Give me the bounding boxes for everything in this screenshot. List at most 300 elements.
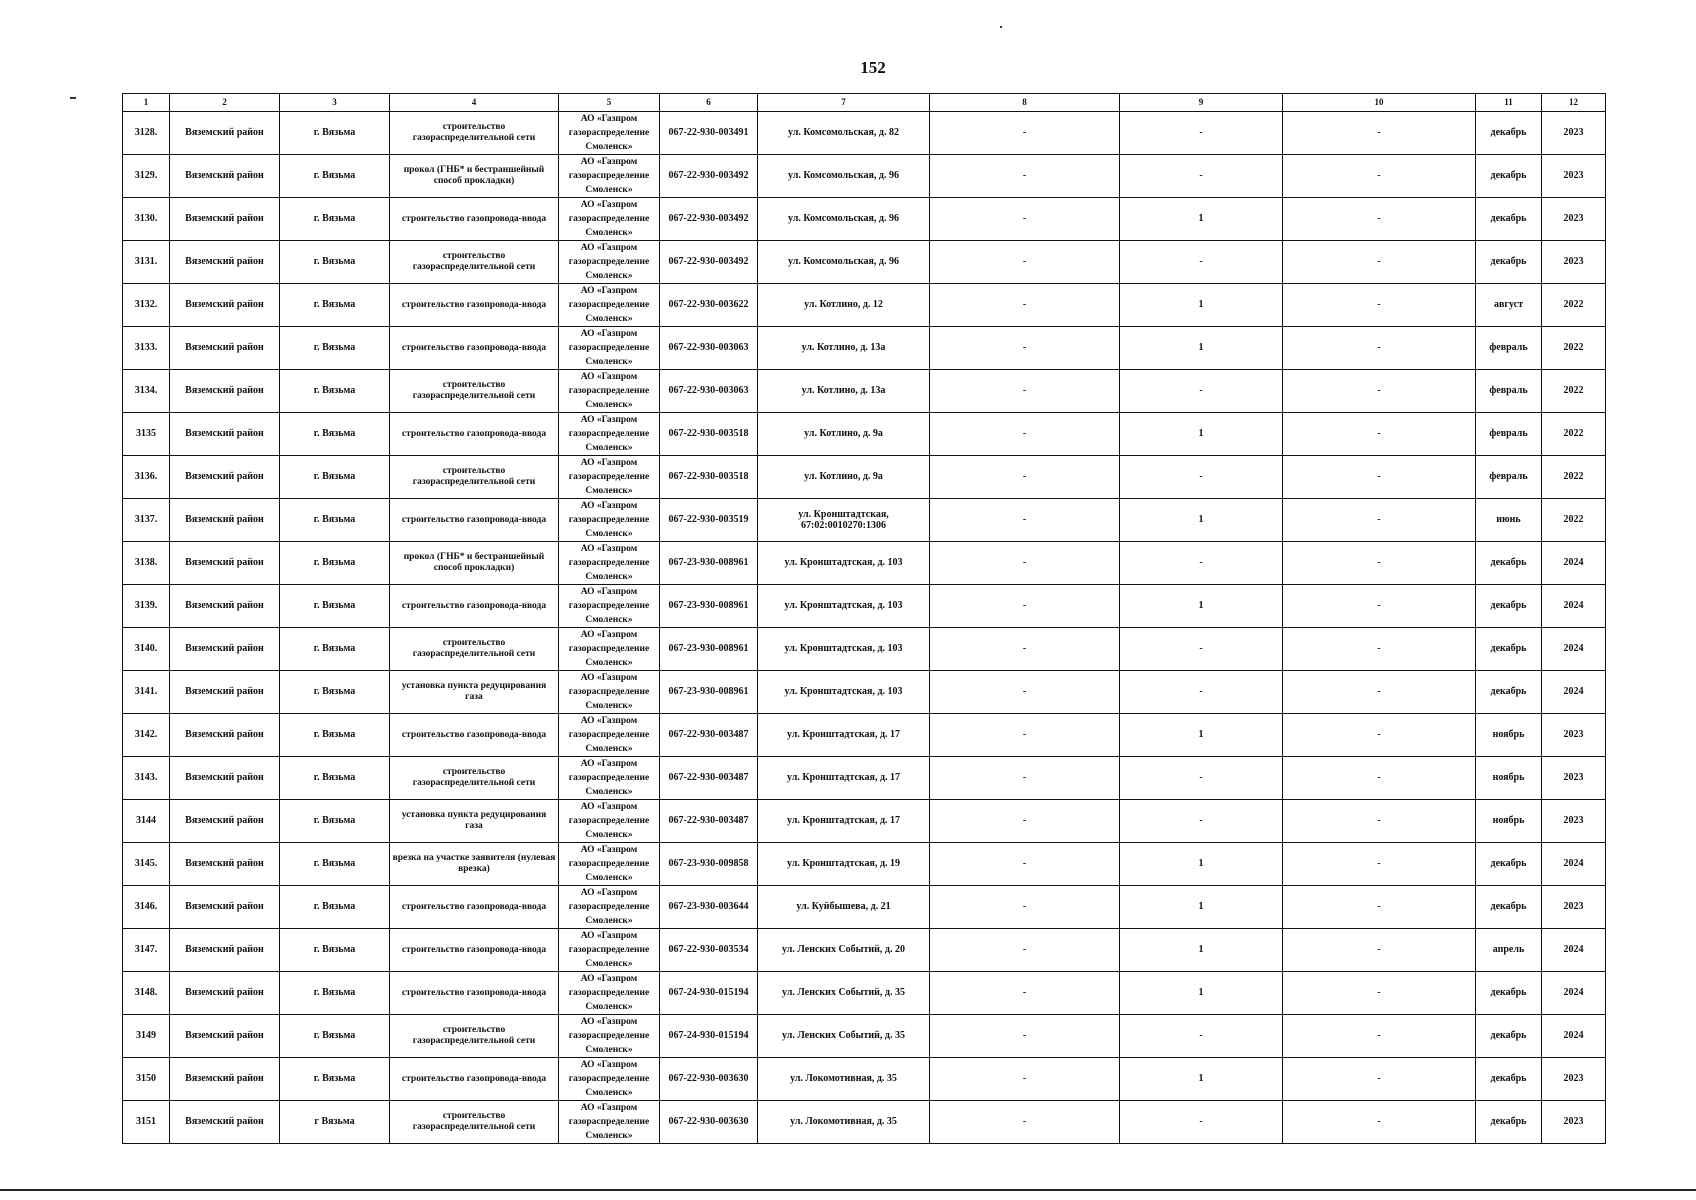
cell-year: 2023: [1542, 198, 1606, 241]
cell-month: ноябрь: [1476, 714, 1542, 757]
cell-organization: АО «Газпром газораспределение Смоленск»: [559, 714, 660, 757]
cell-value-col-10: -: [1283, 155, 1476, 198]
cell-application-number: 067-22-930-003063: [660, 370, 758, 413]
cell-value-col-10: -: [1283, 284, 1476, 327]
cell-month: ноябрь: [1476, 757, 1542, 800]
cell-address: ул. Котлино, д. 9а: [758, 413, 930, 456]
cell-organization: АО «Газпром газораспределение Смоленск»: [559, 628, 660, 671]
cell-work-type: врезка на участке заявителя (нулевая врезка): [390, 843, 559, 886]
cell-application-number: 067-22-930-003534: [660, 929, 758, 972]
cell-work-type: строительство газораспределительной сети: [390, 370, 559, 413]
cell-application-number: 067-22-930-003492: [660, 155, 758, 198]
cell-district: Вяземский район: [170, 112, 280, 155]
table-row: [123, 155, 1606, 198]
page-number: 152: [860, 58, 886, 77]
table-row: [123, 714, 1606, 757]
cell-year: 2023: [1542, 757, 1606, 800]
cell-month: февраль: [1476, 413, 1542, 456]
cell-application-number: 067-23-930-003644: [660, 886, 758, 929]
cell-district: Вяземский район: [170, 843, 280, 886]
cell-value-col-10: -: [1283, 929, 1476, 972]
cell-organization: АО «Газпром газораспределение Смоленск»: [559, 112, 660, 155]
cell-row-number: 3148.: [123, 972, 170, 1015]
cell-value-col-9: 1: [1120, 198, 1283, 241]
cell-settlement: г. Вязьма: [280, 284, 390, 327]
cell-value-col-9: -: [1120, 671, 1283, 714]
table-row: [123, 757, 1606, 800]
cell-settlement: г. Вязьма: [280, 843, 390, 886]
cell-work-type: строительство газораспределительной сети: [390, 628, 559, 671]
cell-row-number: 3142.: [123, 714, 170, 757]
cell-year: 2023: [1542, 112, 1606, 155]
cell-value-col-9: 1: [1120, 284, 1283, 327]
cell-month: апрель: [1476, 929, 1542, 972]
cell-address: ул. Куйбышева, д. 21: [758, 886, 930, 929]
cell-address: ул. Комсомольская, д. 82: [758, 112, 930, 155]
cell-address: ул. Кронштадтская, д. 103: [758, 585, 930, 628]
cell-value-col-10: -: [1283, 1015, 1476, 1058]
cell-value-col-9: 1: [1120, 929, 1283, 972]
cell-application-number: 067-22-930-003630: [660, 1058, 758, 1101]
cell-month: декабрь: [1476, 198, 1542, 241]
cell-year: 2022: [1542, 284, 1606, 327]
cell-address: ул. Кронштадтская, д. 17: [758, 757, 930, 800]
cell-value-col-10: -: [1283, 1101, 1476, 1144]
cell-settlement: г. Вязьма: [280, 585, 390, 628]
cell-organization: АО «Газпром газораспределение Смоленск»: [559, 284, 660, 327]
column-header: 3: [280, 94, 390, 112]
cell-address: ул. Комсомольская, д. 96: [758, 198, 930, 241]
cell-year: 2024: [1542, 671, 1606, 714]
table-row: [123, 1101, 1606, 1144]
table-row: [123, 370, 1606, 413]
cell-application-number: 067-22-930-003487: [660, 714, 758, 757]
cell-value-col-9: 1: [1120, 1058, 1283, 1101]
cell-address: ул. Локомотивная, д. 35: [758, 1058, 930, 1101]
cell-month: декабрь: [1476, 886, 1542, 929]
cell-organization: АО «Газпром газораспределение Смоленск»: [559, 1058, 660, 1101]
cell-year: 2024: [1542, 585, 1606, 628]
cell-application-number: 067-22-930-003519: [660, 499, 758, 542]
cell-work-type: строительство газораспределительной сети: [390, 241, 559, 284]
cell-value-col-8: -: [930, 198, 1120, 241]
cell-value-col-10: -: [1283, 628, 1476, 671]
cell-settlement: г. Вязьма: [280, 714, 390, 757]
cell-work-type: строительство газораспределительной сети: [390, 112, 559, 155]
cell-value-col-9: -: [1120, 155, 1283, 198]
cell-value-col-10: -: [1283, 1058, 1476, 1101]
cell-work-type: установка пункта редуцирования газа: [390, 800, 559, 843]
cell-value-col-9: -: [1120, 757, 1283, 800]
cell-work-type: строительство газораспределительной сети: [390, 1015, 559, 1058]
cell-work-type: строительство газопровода-ввода: [390, 972, 559, 1015]
cell-value-col-10: -: [1283, 585, 1476, 628]
cell-application-number: 067-22-930-003492: [660, 198, 758, 241]
cell-row-number: 3130.: [123, 198, 170, 241]
cell-year: 2022: [1542, 370, 1606, 413]
cell-district: Вяземский район: [170, 585, 280, 628]
cell-value-col-8: -: [930, 800, 1120, 843]
cell-settlement: г. Вязьма: [280, 155, 390, 198]
cell-work-type: строительство газораспределительной сети: [390, 1101, 559, 1144]
cell-year: 2023: [1542, 800, 1606, 843]
cell-row-number: 3129.: [123, 155, 170, 198]
cell-row-number: 3137.: [123, 499, 170, 542]
cell-district: Вяземский район: [170, 499, 280, 542]
cell-value-col-10: -: [1283, 370, 1476, 413]
cell-settlement: г. Вязьма: [280, 327, 390, 370]
cell-value-col-10: -: [1283, 671, 1476, 714]
cell-address: ул. Кронштадтская, д. 17: [758, 714, 930, 757]
cell-row-number: 3139.: [123, 585, 170, 628]
cell-value-col-8: -: [930, 628, 1120, 671]
cell-application-number: 067-22-930-003063: [660, 327, 758, 370]
cell-work-type: строительство газопровода-ввода: [390, 499, 559, 542]
cell-work-type: строительство газораспределительной сети: [390, 456, 559, 499]
cell-settlement: г. Вязьма: [280, 886, 390, 929]
cell-application-number: 067-22-930-003491: [660, 112, 758, 155]
cell-organization: АО «Газпром газораспределение Смоленск»: [559, 972, 660, 1015]
column-header: 9: [1120, 94, 1283, 112]
table-row: [123, 198, 1606, 241]
cell-row-number: 3132.: [123, 284, 170, 327]
cell-month: декабрь: [1476, 1101, 1542, 1144]
cell-month: декабрь: [1476, 671, 1542, 714]
cell-value-col-10: -: [1283, 843, 1476, 886]
cell-year: 2024: [1542, 972, 1606, 1015]
cell-value-col-10: -: [1283, 886, 1476, 929]
cell-value-col-10: -: [1283, 757, 1476, 800]
cell-organization: АО «Газпром газораспределение Смоленск»: [559, 671, 660, 714]
cell-value-col-9: -: [1120, 241, 1283, 284]
cell-address: ул. Котлино, д. 9а: [758, 456, 930, 499]
cell-value-col-10: -: [1283, 972, 1476, 1015]
cell-value-col-8: -: [930, 456, 1120, 499]
cell-value-col-10: -: [1283, 800, 1476, 843]
cell-year: 2024: [1542, 843, 1606, 886]
cell-value-col-9: 1: [1120, 585, 1283, 628]
cell-organization: АО «Газпром газораспределение Смоленск»: [559, 327, 660, 370]
cell-application-number: 067-22-930-003492: [660, 241, 758, 284]
cell-month: ноябрь: [1476, 800, 1542, 843]
table-row: [123, 585, 1606, 628]
cell-row-number: 3128.: [123, 112, 170, 155]
cell-settlement: г. Вязьма: [280, 198, 390, 241]
cell-row-number: 3145.: [123, 843, 170, 886]
cell-district: Вяземский район: [170, 327, 280, 370]
cell-month: декабрь: [1476, 1015, 1542, 1058]
cell-month: июнь: [1476, 499, 1542, 542]
cell-address: ул. Ленских Событий, д. 35: [758, 972, 930, 1015]
cell-address: ул. Кронштадтская, д. 19: [758, 843, 930, 886]
cell-application-number: 067-23-930-008961: [660, 542, 758, 585]
cell-work-type: строительство газопровода-ввода: [390, 929, 559, 972]
cell-value-col-9: -: [1120, 456, 1283, 499]
cell-settlement: г. Вязьма: [280, 370, 390, 413]
cell-work-type: строительство газопровода-ввода: [390, 585, 559, 628]
cell-value-col-9: 1: [1120, 843, 1283, 886]
cell-work-type: строительство газопровода-ввода: [390, 327, 559, 370]
cell-organization: АО «Газпром газораспределение Смоленск»: [559, 198, 660, 241]
cell-month: август: [1476, 284, 1542, 327]
table-row: [123, 886, 1606, 929]
cell-year: 2023: [1542, 714, 1606, 757]
cell-value-col-8: -: [930, 284, 1120, 327]
cell-application-number: 067-23-930-008961: [660, 671, 758, 714]
cell-settlement: г. Вязьма: [280, 112, 390, 155]
cell-work-type: строительство газопровода-ввода: [390, 714, 559, 757]
cell-organization: АО «Газпром газораспределение Смоленск»: [559, 929, 660, 972]
cell-year: 2022: [1542, 413, 1606, 456]
cell-year: 2023: [1542, 1101, 1606, 1144]
cell-address: ул. Ленских Событий, д. 35: [758, 1015, 930, 1058]
cell-year: 2022: [1542, 456, 1606, 499]
cell-application-number: 067-23-930-009858: [660, 843, 758, 886]
cell-organization: АО «Газпром газораспределение Смоленск»: [559, 886, 660, 929]
cell-month: декабрь: [1476, 972, 1542, 1015]
cell-value-col-8: -: [930, 843, 1120, 886]
cell-application-number: 067-22-930-003518: [660, 456, 758, 499]
cell-value-col-9: -: [1120, 1101, 1283, 1144]
column-header: 11: [1476, 94, 1542, 112]
cell-organization: АО «Газпром газораспределение Смоленск»: [559, 370, 660, 413]
cell-settlement: г. Вязьма: [280, 1058, 390, 1101]
cell-work-type: строительство газопровода-ввода: [390, 1058, 559, 1101]
cell-district: Вяземский район: [170, 1015, 280, 1058]
cell-settlement: г. Вязьма: [280, 1015, 390, 1058]
cell-district: Вяземский район: [170, 155, 280, 198]
cell-value-col-8: -: [930, 1058, 1120, 1101]
cell-district: Вяземский район: [170, 929, 280, 972]
cell-value-col-8: -: [930, 327, 1120, 370]
cell-application-number: 067-22-930-003622: [660, 284, 758, 327]
cell-value-col-8: -: [930, 1101, 1120, 1144]
cell-value-col-9: -: [1120, 542, 1283, 585]
cell-settlement: г. Вязьма: [280, 456, 390, 499]
cell-work-type: строительство газопровода-ввода: [390, 284, 559, 327]
cell-value-col-10: -: [1283, 542, 1476, 585]
cell-row-number: 3136.: [123, 456, 170, 499]
cell-value-col-10: -: [1283, 112, 1476, 155]
cell-work-type: строительство газораспределительной сети: [390, 757, 559, 800]
cell-organization: АО «Газпром газораспределение Смоленск»: [559, 241, 660, 284]
cell-settlement: г. Вязьма: [280, 241, 390, 284]
table-row: [123, 1058, 1606, 1101]
cell-organization: АО «Газпром газораспределение Смоленск»: [559, 843, 660, 886]
column-header: 1: [123, 94, 170, 112]
page-bottom-rule: [0, 1189, 1696, 1191]
cell-value-col-10: -: [1283, 413, 1476, 456]
cell-organization: АО «Газпром газораспределение Смоленск»: [559, 1101, 660, 1144]
cell-value-col-10: -: [1283, 327, 1476, 370]
cell-value-col-8: -: [930, 241, 1120, 284]
cell-value-col-9: 1: [1120, 972, 1283, 1015]
cell-month: декабрь: [1476, 585, 1542, 628]
cell-district: Вяземский район: [170, 628, 280, 671]
cell-month: февраль: [1476, 327, 1542, 370]
cell-address: ул. Кронштадтская, д. 103: [758, 671, 930, 714]
cell-work-type: строительство газопровода-ввода: [390, 198, 559, 241]
cell-value-col-8: -: [930, 585, 1120, 628]
cell-row-number: 3138.: [123, 542, 170, 585]
cell-row-number: 3151: [123, 1101, 170, 1144]
cell-work-type: прокол (ГНБ* и бестраншейный способ прокладки): [390, 155, 559, 198]
cell-address: ул. Кронштадтская, д. 103: [758, 542, 930, 585]
cell-district: Вяземский район: [170, 1101, 280, 1144]
cell-settlement: г. Вязьма: [280, 628, 390, 671]
cell-organization: АО «Газпром газораспределение Смоленск»: [559, 456, 660, 499]
cell-value-col-8: -: [930, 671, 1120, 714]
cell-value-col-9: -: [1120, 370, 1283, 413]
cell-district: Вяземский район: [170, 800, 280, 843]
column-header: 10: [1283, 94, 1476, 112]
cell-organization: АО «Газпром газораспределение Смоленск»: [559, 1015, 660, 1058]
table-row: [123, 671, 1606, 714]
column-header: 7: [758, 94, 930, 112]
cell-address: ул. Кронштадтская, д. 103: [758, 628, 930, 671]
cell-organization: АО «Газпром газораспределение Смоленск»: [559, 757, 660, 800]
cell-application-number: 067-24-930-015194: [660, 1015, 758, 1058]
cell-settlement: г. Вязьма: [280, 499, 390, 542]
cell-district: Вяземский район: [170, 542, 280, 585]
cell-application-number: 067-23-930-008961: [660, 628, 758, 671]
cell-district: Вяземский район: [170, 456, 280, 499]
cell-row-number: 3150: [123, 1058, 170, 1101]
table-row: [123, 972, 1606, 1015]
cell-district: Вяземский район: [170, 1058, 280, 1101]
table-row: [123, 241, 1606, 284]
cell-application-number: 067-22-930-003487: [660, 800, 758, 843]
column-header: 6: [660, 94, 758, 112]
cell-year: 2024: [1542, 929, 1606, 972]
cell-row-number: 3146.: [123, 886, 170, 929]
cell-organization: АО «Газпром газораспределение Смоленск»: [559, 499, 660, 542]
cell-organization: АО «Газпром газораспределение Смоленск»: [559, 413, 660, 456]
cell-value-col-9: 1: [1120, 413, 1283, 456]
scan-mark: [1000, 26, 1002, 28]
cell-value-col-8: -: [930, 413, 1120, 456]
cell-year: 2022: [1542, 327, 1606, 370]
column-header: 5: [559, 94, 660, 112]
cell-address: ул. Котлино, д. 13а: [758, 327, 930, 370]
cell-district: Вяземский район: [170, 972, 280, 1015]
cell-month: декабрь: [1476, 155, 1542, 198]
cell-work-type: строительство газопровода-ввода: [390, 886, 559, 929]
cell-value-col-8: -: [930, 886, 1120, 929]
cell-year: 2022: [1542, 499, 1606, 542]
cell-work-type: установка пункта редуцирования газа: [390, 671, 559, 714]
cell-district: Вяземский район: [170, 886, 280, 929]
cell-district: Вяземский район: [170, 757, 280, 800]
cell-month: декабрь: [1476, 628, 1542, 671]
cell-row-number: 3134.: [123, 370, 170, 413]
cell-value-col-8: -: [930, 542, 1120, 585]
cell-district: Вяземский район: [170, 413, 280, 456]
cell-year: 2024: [1542, 1015, 1606, 1058]
cell-application-number: 067-22-930-003518: [660, 413, 758, 456]
cell-value-col-8: -: [930, 757, 1120, 800]
cell-value-col-8: -: [930, 499, 1120, 542]
cell-address: ул. Котлино, д. 13а: [758, 370, 930, 413]
table-row: [123, 284, 1606, 327]
table-body: [123, 112, 1606, 1144]
cell-work-type: строительство газопровода-ввода: [390, 413, 559, 456]
cell-row-number: 3131.: [123, 241, 170, 284]
cell-application-number: 067-22-930-003630: [660, 1101, 758, 1144]
cell-settlement: г. Вязьма: [280, 757, 390, 800]
cell-year: 2024: [1542, 628, 1606, 671]
table-row: [123, 413, 1606, 456]
column-header: 2: [170, 94, 280, 112]
table-row: [123, 929, 1606, 972]
cell-value-col-9: -: [1120, 1015, 1283, 1058]
cell-settlement: г Вязьма: [280, 1101, 390, 1144]
cell-address: ул. Котлино, д. 12: [758, 284, 930, 327]
cell-organization: АО «Газпром газораспределение Смоленск»: [559, 585, 660, 628]
cell-value-col-8: -: [930, 929, 1120, 972]
cell-district: Вяземский район: [170, 714, 280, 757]
cell-district: Вяземский район: [170, 284, 280, 327]
column-number-row: [123, 94, 1606, 112]
cell-address: ул. Комсомольская, д. 96: [758, 155, 930, 198]
scan-mark: [70, 97, 76, 99]
cell-district: Вяземский район: [170, 198, 280, 241]
cell-value-col-8: -: [930, 714, 1120, 757]
cell-row-number: 3143.: [123, 757, 170, 800]
cell-district: Вяземский район: [170, 370, 280, 413]
cell-value-col-9: 1: [1120, 714, 1283, 757]
cell-row-number: 3141.: [123, 671, 170, 714]
column-header: 4: [390, 94, 559, 112]
cell-value-col-10: -: [1283, 499, 1476, 542]
cell-value-col-10: -: [1283, 241, 1476, 284]
cell-organization: АО «Газпром газораспределение Смоленск»: [559, 800, 660, 843]
cell-settlement: г. Вязьма: [280, 972, 390, 1015]
cell-value-col-8: -: [930, 112, 1120, 155]
column-header: 8: [930, 94, 1120, 112]
cell-row-number: 3140.: [123, 628, 170, 671]
cell-value-col-10: -: [1283, 456, 1476, 499]
cell-year: 2023: [1542, 155, 1606, 198]
cell-value-col-8: -: [930, 1015, 1120, 1058]
cell-work-type: прокол (ГНБ* и бестраншейный способ прокладки): [390, 542, 559, 585]
cell-month: декабрь: [1476, 241, 1542, 284]
cell-settlement: г. Вязьма: [280, 800, 390, 843]
cell-value-col-9: -: [1120, 800, 1283, 843]
table-row: [123, 112, 1606, 155]
cell-value-col-10: -: [1283, 714, 1476, 757]
cell-value-col-8: -: [930, 155, 1120, 198]
cell-year: 2023: [1542, 1058, 1606, 1101]
cell-organization: АО «Газпром газораспределение Смоленск»: [559, 542, 660, 585]
cell-district: Вяземский район: [170, 241, 280, 284]
column-header: 12: [1542, 94, 1606, 112]
table-row: [123, 628, 1606, 671]
cell-month: декабрь: [1476, 843, 1542, 886]
cell-row-number: 3135: [123, 413, 170, 456]
cell-row-number: 3144: [123, 800, 170, 843]
cell-row-number: 3147.: [123, 929, 170, 972]
cell-year: 2023: [1542, 886, 1606, 929]
cell-settlement: г. Вязьма: [280, 413, 390, 456]
table-row: [123, 800, 1606, 843]
cell-address: ул. Ленских Событий, д. 20: [758, 929, 930, 972]
cell-value-col-9: -: [1120, 112, 1283, 155]
cell-month: декабрь: [1476, 1058, 1542, 1101]
table-row: [123, 1015, 1606, 1058]
cell-value-col-9: 1: [1120, 886, 1283, 929]
cell-address: ул. Кронштадтская, д. 17: [758, 800, 930, 843]
